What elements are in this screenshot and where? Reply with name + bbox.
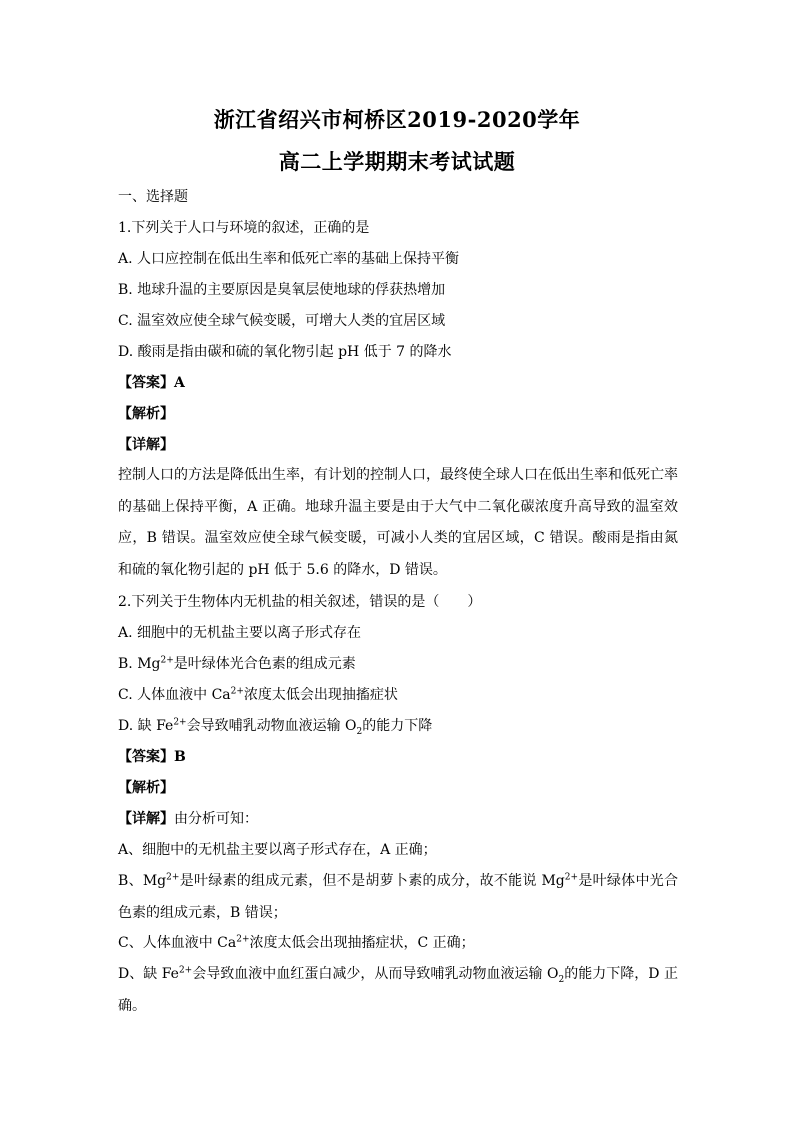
q2-explanation-c: C、人体血液中 $Ca^{2+}$浓度太低会出现抽搐症状，C 正确； <box>118 934 475 951</box>
section-label: 一、选择题 <box>118 189 188 205</box>
q2-option-c: C. 人体血液中 $Ca^{2+}$浓度太低会出现抽搐症状 <box>118 686 398 703</box>
q2-option-a: A. 细胞中的无机盐主要以离子形式存在 <box>118 625 362 641</box>
q2-detail-intro: 由分析可知： <box>174 811 258 827</box>
q2-stem: 2.下列关于生物体内无机盐的相关叙述，错误的是（ ） <box>118 594 482 610</box>
q1-option-d: D. 酸雨是指由碳和硫的氧化物引起 pH 低于 7 的降水 <box>118 344 452 360</box>
q2-explanation-b: B、$Mg^{2+}$是叶绿素的组成元素，但不是胡萝卜素的成分，故不能说 $Mg^{2+}$是叶绿体中光合色素的组成元素，B 错误； <box>118 872 679 921</box>
doc-title-line2: 高二上学期期末考试试题 <box>278 149 516 174</box>
q1-option-b: B. 地球升温的主要原因是臭氧层使地球的俘获热增加 <box>118 282 446 298</box>
q1-option-a: A. 人口应控制在低出生率和低死亡率的基础上保持平衡 <box>118 251 460 267</box>
q1-stem: 1.下列关于人口与环境的叙述，正确的是 <box>118 220 370 236</box>
q2-explanation-d: D、缺 $Fe^{2+}$会导致血液中血红蛋白减少，从而导致哺乳动物血液运输 $O_2$的能力下降，D 正确。 <box>118 965 678 1014</box>
q2-answer: 【答案】B <box>118 749 186 765</box>
doc-title-line1: 浙江省绍兴市柯桥区2019-2020学年 <box>213 107 581 132</box>
q2-analysis-label: 【解析】 <box>118 780 174 796</box>
q2-option-b: B. $Mg^{2+}$是叶绿体光合色素的组成元素 <box>118 655 356 672</box>
q2-detail-line <box>118 809 258 829</box>
q1-detail-label: 【详解】 <box>118 437 174 453</box>
q2-detail-label: 【详解】 <box>118 811 174 827</box>
q1-detail-text: 控制人口的方法是降低出生率，有计划的控制人口，最终使全球人口在低出生率和低死亡率的基础上保持平衡，A 正确。地球升温主要是由于大气中二氧化碳浓度升高导致的温室效应，B 错误。温室效应使全球气候变暖，可减小人类的宜居区域，C 错误。酸雨是指由氮和硫的氧化物引起的 pH 低于 5.6 的降水，D 错误。 <box>118 467 678 578</box>
q1-answer: 【答案】A <box>118 375 185 391</box>
q1-option-c: C. 温室效应使全球气候变暖，可增大人类的宜居区域 <box>118 313 446 329</box>
q1-analysis-label: 【解析】 <box>118 406 174 422</box>
q2-option-d: D. 缺 $Fe^{2+}$会导致哺乳动物血液运输 $O_2$的能力下降 <box>118 717 433 737</box>
q2-explanation-a: A、细胞中的无机盐主要以离子形式存在，A 正确； <box>118 842 437 858</box>
